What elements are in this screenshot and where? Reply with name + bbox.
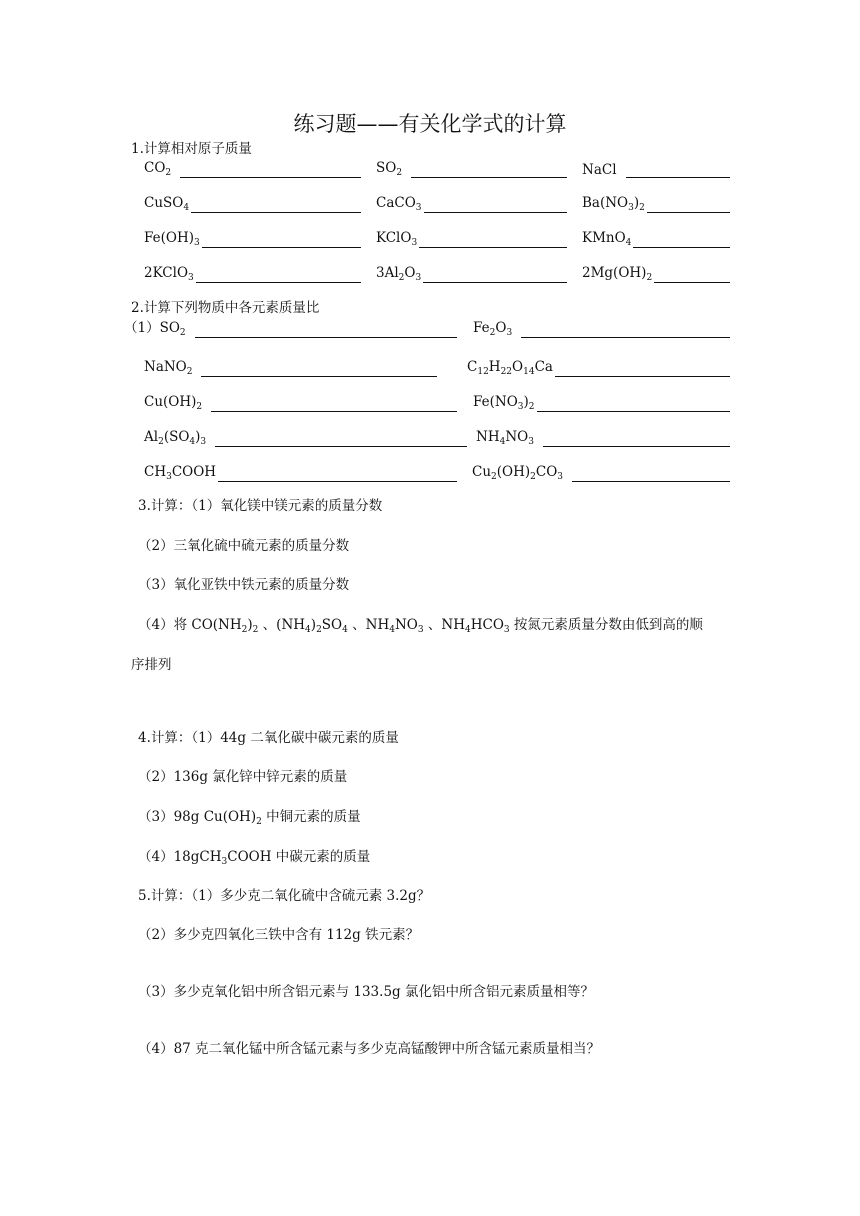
formula-label: $C_{12}H_{22}O_{14}Ca$ — [467, 359, 553, 377]
section1-item — [376, 195, 567, 213]
section2-item — [473, 394, 730, 412]
section2-item — [144, 464, 457, 482]
answer-blank-line[interactable] — [211, 398, 457, 412]
formula-label: $3Al_2O_3$ — [376, 265, 422, 283]
answer-blank-line[interactable] — [521, 324, 730, 338]
formula-label: CuSO$_4$ — [144, 195, 190, 213]
section3-question-4-continued: 序排列 — [131, 657, 172, 673]
section1-item — [582, 230, 730, 248]
formula-label: $Cu(OH)_2$ — [144, 394, 203, 412]
section1-row — [0, 265, 860, 283]
section5-question-3: （3）多少克氧化铝中所含铝元素与 133.5g 氯化铝中所含铝元素质量相等？ — [138, 984, 594, 1000]
section2-item — [472, 464, 730, 482]
answer-blank-line[interactable] — [180, 164, 361, 178]
section3-question-4: （4）将 $CO(NH_2)_2$ 、$(NH_4)_2SO_4$ 、$NH_4NO_3$ 、$NH_4HCO_3$ 按氮元素质量分数由低到高的顺 — [138, 617, 703, 635]
formula-label: $Al_2(SO_4)_3$ — [144, 429, 207, 447]
answer-blank-line[interactable] — [626, 164, 730, 178]
section2-row — [0, 320, 860, 338]
section4-question-1: 4.计算：（1）44g 二氧化碳中碳元素的质量 — [138, 730, 399, 746]
section2-heading: 2.计算下列物质中各元素质量比 — [131, 300, 320, 316]
formula-label: $SO_2$ — [376, 160, 403, 178]
answer-blank-line[interactable] — [215, 433, 467, 447]
section3-question-1: 3.计算：（1）氧化镁中镁元素的质量分数 — [138, 498, 383, 514]
section1-item — [582, 265, 730, 283]
section2-row — [0, 359, 860, 377]
section2-row — [0, 429, 860, 447]
formula-label: $Cu_2(OH)_2CO_3$ — [472, 464, 564, 482]
section1-item — [144, 230, 361, 248]
section1-item — [376, 160, 567, 178]
answer-blank-line[interactable] — [654, 269, 730, 283]
formula-label: $NH_4NO_3$ — [476, 429, 534, 447]
answer-blank-line[interactable] — [411, 164, 567, 178]
answer-blank-line[interactable] — [424, 199, 567, 213]
section1-heading: 1.计算相对原子质量 — [131, 141, 252, 157]
answer-blank-line[interactable] — [423, 269, 567, 283]
formula-label: NaNO$_2$ — [144, 359, 193, 377]
section2-item — [124, 320, 457, 338]
formula-label: $Fe_2O_3$ — [473, 320, 513, 338]
section1-item — [376, 265, 567, 283]
answer-blank-line[interactable] — [195, 324, 457, 338]
formula-label: KClO$_3$ — [376, 230, 418, 248]
section2-item — [144, 359, 437, 377]
section5-question-4: （4）87 克二氧化锰中所含锰元素与多少克高锰酸钾中所含锰元素质量相当？ — [138, 1041, 601, 1057]
answer-blank-line[interactable] — [196, 269, 361, 283]
section2-row — [0, 394, 860, 412]
answer-blank-line[interactable] — [647, 199, 730, 213]
answer-blank-line[interactable] — [633, 234, 730, 248]
section2-item — [144, 429, 467, 447]
formula-label: NaCl — [582, 162, 617, 178]
answer-blank-line[interactable] — [202, 234, 361, 248]
section2-item — [467, 359, 730, 377]
section1-row — [0, 230, 860, 248]
formula-label: $CO_2$ — [144, 160, 172, 178]
section1-row — [0, 160, 860, 178]
section1-item — [144, 265, 361, 283]
answer-blank-line[interactable] — [572, 468, 730, 482]
section1-item — [376, 230, 567, 248]
answer-blank-line[interactable] — [191, 199, 361, 213]
section3-question-2: （2）三氧化硫中硫元素的质量分数 — [138, 538, 350, 554]
section5-question-2: （2）多少克四氧化三铁中含有 112g 铁元素？ — [138, 927, 420, 943]
formula-label: 2KClO$_3$ — [144, 265, 194, 283]
answer-blank-line[interactable] — [201, 363, 437, 377]
section2-item — [473, 320, 730, 338]
formula-label: KMnO$_4$ — [582, 230, 632, 248]
answer-blank-line[interactable] — [419, 234, 567, 248]
section1-row — [0, 195, 860, 213]
formula-label: $Fe(OH)_3$ — [144, 230, 200, 248]
section1-item — [144, 160, 361, 178]
section4-question-2: （2）136g 氯化锌中锌元素的质量 — [138, 769, 348, 785]
formula-label: $Ba(NO_3)_2$ — [582, 195, 645, 213]
section1-item — [144, 195, 361, 213]
answer-blank-line[interactable] — [543, 433, 730, 447]
section2-row — [0, 464, 860, 482]
answer-blank-line[interactable] — [537, 398, 730, 412]
formula-label: $Fe(NO_3)_2$ — [473, 394, 535, 412]
section4-question-3: （3）98g $Cu(OH)_2$ 中铜元素的质量 — [138, 809, 361, 827]
section4-question-4: （4）18gCH$_3$COOH 中碳元素的质量 — [138, 849, 371, 867]
section5-question-1: 5.计算：（1）多少克二氧化硫中含硫元素 3.2g？ — [138, 888, 431, 904]
formula-label: $(1)SO_2$ — [124, 320, 186, 338]
answer-blank-line[interactable] — [555, 363, 730, 377]
page-title: 练习题——有关化学式的计算 — [293, 112, 567, 136]
section1-item — [582, 195, 730, 213]
formula-label: $CH_3COOH$ — [144, 464, 217, 482]
section3-question-3: （3）氧化亚铁中铁元素的质量分数 — [138, 577, 350, 593]
answer-blank-line[interactable] — [218, 468, 457, 482]
section2-item — [144, 394, 457, 412]
formula-label: $2Mg(OH)_2$ — [582, 265, 653, 283]
section2-item — [476, 429, 730, 447]
formula-label: CaCO$_3$ — [376, 195, 422, 213]
section1-item — [582, 160, 730, 178]
